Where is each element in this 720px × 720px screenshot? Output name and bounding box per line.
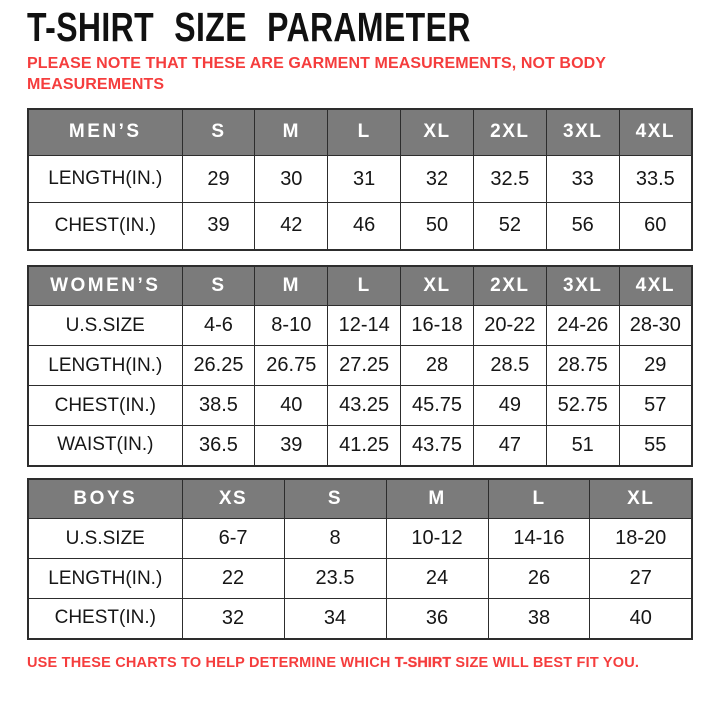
size-value: 38 [488, 599, 590, 639]
size-value: 14-16 [488, 519, 590, 559]
header-row [28, 479, 692, 519]
size-value: 34 [284, 599, 386, 639]
size-value: 55 [619, 426, 692, 466]
table-title-cell: MEN’S [28, 109, 182, 156]
measurement-row [28, 346, 692, 386]
size-column-header: XL [590, 479, 692, 519]
size-column-header: S [182, 109, 255, 156]
table-title-cell: BOYS [28, 479, 182, 519]
footer-text-emphasis: T-SHIRT [394, 654, 452, 671]
size-value: 39 [255, 426, 328, 466]
size-value: 31 [328, 156, 401, 203]
size-value: 12-14 [328, 306, 401, 346]
size-value: 41.25 [328, 426, 401, 466]
size-column-header: L [328, 109, 401, 156]
size-value: 49 [473, 386, 546, 426]
size-value: 32 [401, 156, 474, 203]
size-column-header: S [182, 266, 255, 306]
size-value: 56 [546, 203, 619, 250]
mens-size-table [27, 108, 693, 251]
size-value: 16-18 [401, 306, 474, 346]
size-column-header: 2XL [473, 109, 546, 156]
measurement-row [28, 599, 692, 639]
size-column-header: S [284, 479, 386, 519]
size-value: 43.25 [328, 386, 401, 426]
table-title-cell: WOMEN’S [28, 266, 182, 306]
size-value: 42 [255, 203, 328, 250]
size-value: 24 [386, 559, 488, 599]
size-value: 36.5 [182, 426, 255, 466]
row-label: CHEST(IN.) [28, 386, 182, 426]
measurement-row [28, 203, 692, 250]
measurement-row [28, 386, 692, 426]
size-value: 28.75 [546, 346, 619, 386]
size-value: 33.5 [619, 156, 692, 203]
size-value: 46 [328, 203, 401, 250]
size-value: 43.75 [401, 426, 474, 466]
page-title: T-SHIRT SIZE PARAMETER [27, 4, 471, 50]
size-value: 24-26 [546, 306, 619, 346]
measurement-row [28, 559, 692, 599]
size-column-header: 3XL [546, 266, 619, 306]
size-value: 40 [590, 599, 692, 639]
size-value: 52.75 [546, 386, 619, 426]
measurement-row [28, 426, 692, 466]
size-value: 26.75 [255, 346, 328, 386]
size-value: 10-12 [386, 519, 488, 559]
size-value: 51 [546, 426, 619, 466]
footer-text-suffix: SIZE WILL BEST FIT YOU. [451, 654, 640, 671]
size-value: 47 [473, 426, 546, 466]
size-column-header: L [488, 479, 590, 519]
footer-text-prefix: USE THESE CHARTS TO HELP DETERMINE WHICH [27, 654, 395, 671]
size-column-header: XS [182, 479, 284, 519]
garment-measurement-note [27, 54, 693, 96]
header-row [28, 266, 692, 306]
size-value: 29 [619, 346, 692, 386]
row-label: U.S.SIZE [28, 306, 182, 346]
size-column-header: M [255, 109, 328, 156]
size-column-header: L [328, 266, 401, 306]
size-value: 33 [546, 156, 619, 203]
fit-advice-note [27, 655, 693, 671]
header-row [28, 109, 692, 156]
size-value: 4-6 [182, 306, 255, 346]
note-line-2: MEASUREMENTS [27, 75, 165, 93]
size-value: 29 [182, 156, 255, 203]
size-value: 40 [255, 386, 328, 426]
size-value: 27 [590, 559, 692, 599]
size-column-header: 3XL [546, 109, 619, 156]
size-value: 32 [182, 599, 284, 639]
size-value: 23.5 [284, 559, 386, 599]
size-column-header: 4XL [619, 266, 692, 306]
size-value: 52 [473, 203, 546, 250]
size-value: 60 [619, 203, 692, 250]
size-value: 50 [401, 203, 474, 250]
size-value: 32.5 [473, 156, 546, 203]
size-value: 26.25 [182, 346, 255, 386]
size-column-header: XL [401, 266, 474, 306]
size-value: 57 [619, 386, 692, 426]
size-value: 45.75 [401, 386, 474, 426]
note-line-1: PLEASE NOTE THAT THESE ARE GARMENT MEASUREMENTS, NOT BODY [27, 55, 607, 73]
size-value: 22 [182, 559, 284, 599]
size-value: 6-7 [182, 519, 284, 559]
size-value: 38.5 [182, 386, 255, 426]
womens-size-table [27, 265, 693, 467]
size-value: 27.25 [328, 346, 401, 386]
size-column-header: XL [401, 109, 474, 156]
size-value: 39 [182, 203, 255, 250]
row-label: LENGTH(IN.) [28, 346, 182, 386]
size-value: 8-10 [255, 306, 328, 346]
row-label: U.S.SIZE [28, 519, 182, 559]
size-value: 28.5 [473, 346, 546, 386]
size-value: 28 [401, 346, 474, 386]
row-label: WAIST(IN.) [28, 426, 182, 466]
size-value: 8 [284, 519, 386, 559]
size-value: 18-20 [590, 519, 692, 559]
measurement-row [28, 156, 692, 203]
measurement-row [28, 306, 692, 346]
size-column-header: M [386, 479, 488, 519]
size-value: 28-30 [619, 306, 692, 346]
size-column-header: M [255, 266, 328, 306]
size-value: 26 [488, 559, 590, 599]
size-value: 30 [255, 156, 328, 203]
row-label: LENGTH(IN.) [28, 559, 182, 599]
size-value: 36 [386, 599, 488, 639]
size-column-header: 4XL [619, 109, 692, 156]
size-value: 20-22 [473, 306, 546, 346]
boys-size-table [27, 478, 693, 640]
measurement-row [28, 519, 692, 559]
row-label: CHEST(IN.) [28, 599, 182, 639]
size-column-header: 2XL [473, 266, 546, 306]
row-label: CHEST(IN.) [28, 203, 182, 250]
row-label: LENGTH(IN.) [28, 156, 182, 203]
